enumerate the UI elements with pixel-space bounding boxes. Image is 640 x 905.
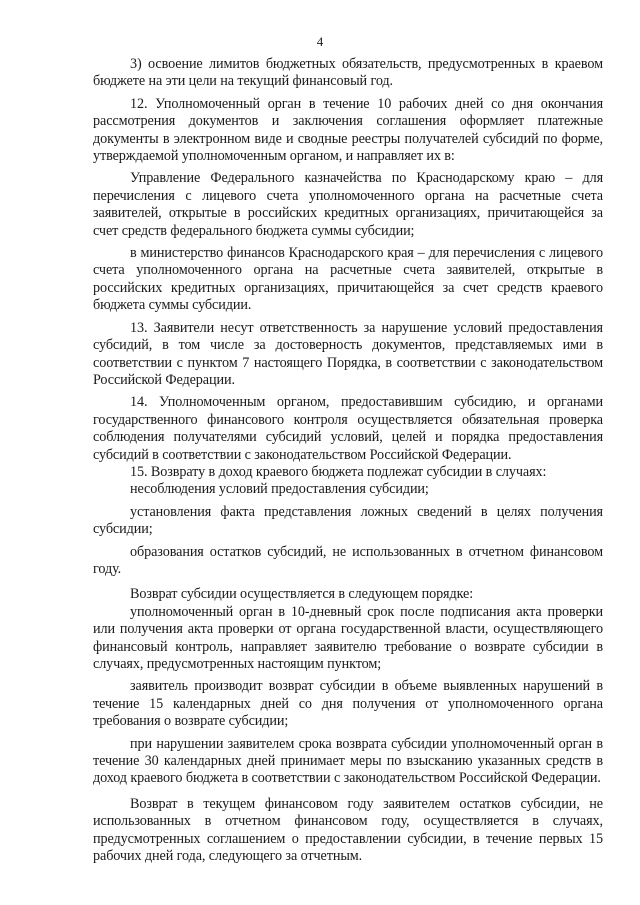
paragraph-item-13: 13. Заявители несут ответственность за нарушение условий предоставления субсидий, в том числе за достоверность документов, представляемых ими в соответствии с пунктом 7 настоящего Порядка, в соответствии с законодательством Российской Федерации. — [93, 319, 603, 388]
paragraph-federal-treasury: Управление Федерального казначейства по Краснодарскому краю – для перечисления с лицевого счета уполномоченного органа на расчетные счета заявителей, открытые в российских кредитных организациях, причитающейся за счет средств федерального бюджета суммы субсидии; — [93, 170, 603, 239]
paragraph-budget-limits: 3) освоение лимитов бюджетных обязательств, предусмотренных в краевом бюджете на эти цели на текущий финансовый год. — [93, 56, 603, 90]
document-body — [93, 56, 603, 865]
paragraph-return-procedure: Возврат субсидии осуществляется в следующем порядке: — [130, 586, 474, 603]
page-number: 4 — [316, 34, 324, 49]
paragraph-case-false-info: установления факта представления ложных сведений в целях получения субсидии; — [93, 503, 603, 538]
paragraph-item-15: 15. Возврату в доход краевого бюджета подлежат субсидии в случаях: — [130, 463, 547, 480]
paragraph-case-conditions: несоблюдения условий предоставления субсидии; — [130, 481, 429, 498]
paragraph-procedure-violation: при нарушении заявителем срока возврата субсидии уполномоченный орган в течение 30 календарных дней принимает меры по взысканию указанных средств в доход краевого бюджета в соответствии с законодательством Российской Федерации. — [93, 735, 603, 787]
paragraph-case-remainders: образования остатков субсидий, не использованных в отчетном финансовом году. — [93, 543, 603, 577]
paragraph-procedure-authority: уполномоченный орган в 10-дневный срок после подписания акта проверки или получения акта проверки от органа государственной власти, осуществляющего финансовый контроль, направляет заявителю требование о возврате субсидии в случаях, предусмотренных настоящим пунктом; — [93, 603, 603, 672]
paragraph-remainder-return: Возврат в текущем финансовом году заявителем остатков субсидии, не использованных в отчетном финансовом году, осуществляется в случаях, предусмотренных соглашением о предоставлении субсидии, в течение первых 15 рабочих дней года, следующего за отчетным. — [93, 795, 603, 865]
paragraph-item-14: 14. Уполномоченным органом, предоставившим субсидию, и органами государственного финансового контроля осуществляется обязательная проверка соблюдения получателями субсидий условий, целей и порядка предоставления субсидий в соответствии с законодательством Российской Федерации. — [93, 394, 603, 463]
paragraph-finance-ministry: в министерство финансов Краснодарского края – для перечисления с лицевого счета уполномоченного органа на расчетные счета заявителей, открытые в российских кредитных организациях, причитающейся за счет средств краевого бюджета суммы субсидии. — [93, 245, 603, 314]
paragraph-item-12: 12. Уполномоченный орган в течение 10 рабочих дней со дня окончания рассмотрения документов и заключения соглашения оформляет платежные документы в электронном виде и сводные реестры получателей субсидий по форме, утверждаемой уполномоченным органом, и направляет их в: — [93, 95, 603, 165]
paragraph-procedure-applicant: заявитель производит возврат субсидии в объеме выявленных нарушений в течение 15 календарных дней со дня получения от уполномоченного органа требования о возврате субсидии; — [93, 678, 603, 730]
